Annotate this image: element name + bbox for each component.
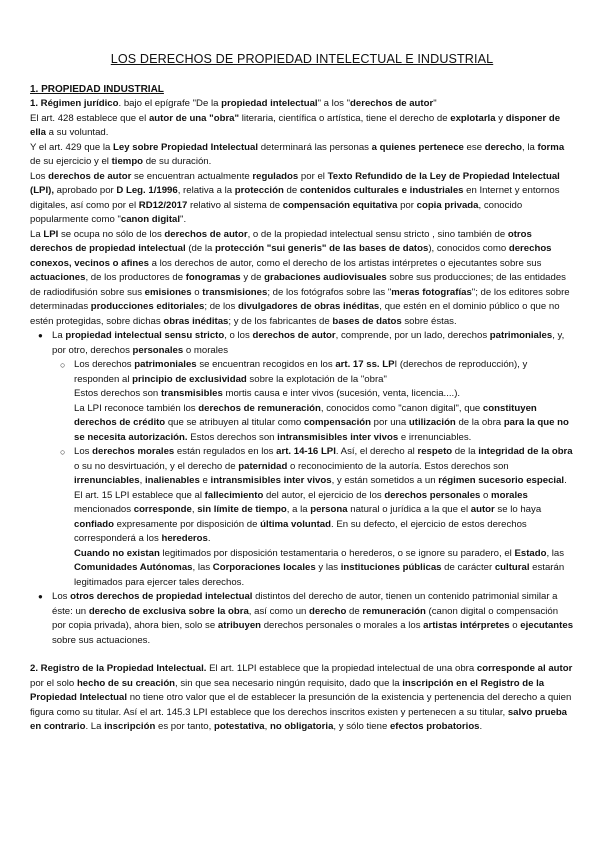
- text-run: legitimados por disposición testamentaria o herederos, o se ignore su paradero, el: [159, 547, 515, 559]
- text-run: de: [283, 185, 300, 196]
- bold-text-run: artistas intérpretes: [423, 620, 510, 631]
- bold-text-run: regulados: [252, 170, 299, 182]
- text-run: , a la: [286, 504, 311, 515]
- bold-text-run: explotarla: [450, 112, 496, 124]
- bold-text-run: derecho: [309, 605, 347, 617]
- bold-text-run: constituyen derechos de crédito: [74, 402, 537, 428]
- bold-text-run: 1. Régimen jurídico: [30, 98, 119, 109]
- text-run: están regulados en los: [174, 446, 277, 457]
- list-item-text: [52, 590, 574, 648]
- section-heading: 1. PROPIEDAD INDUSTRIAL: [30, 83, 164, 95]
- bold-text-run: confiado: [74, 518, 114, 530]
- list-item-text: [74, 489, 574, 547]
- bold-text-run: bases de datos: [332, 315, 402, 327]
- text-run: por el: [298, 170, 328, 182]
- text-run: y las: [315, 562, 341, 573]
- bold-text-run: persona: [310, 504, 348, 515]
- text-run: . Así, el derecho al: [335, 446, 418, 457]
- bold-text-run: forma: [537, 141, 565, 153]
- text-run: ,: [264, 721, 270, 732]
- text-run: e irrenunciables.: [398, 431, 472, 443]
- text-run: I (derechos de reproducción), y responden al: [74, 359, 528, 385]
- text-run: (de la: [185, 243, 216, 254]
- text-run: se lo haya: [494, 504, 542, 515]
- bold-text-run: propiedad intelectual: [221, 98, 318, 109]
- list-item-text: [74, 402, 574, 446]
- bold-text-run: actuaciones: [30, 272, 86, 283]
- text-run: , y están sometidos a un: [331, 475, 439, 486]
- text-run: de la: [452, 446, 479, 457]
- text-run: determinará las personas: [258, 141, 372, 153]
- bold-text-run: LPI: [43, 228, 59, 240]
- text-run: ".: [180, 214, 187, 225]
- bold-text-run: otros derechos de propiedad intelectual: [30, 228, 532, 254]
- text-run: expresamente por disposición de: [113, 518, 261, 530]
- sub-list: [52, 358, 574, 590]
- text-run: sobre la explotación de la "obra": [246, 373, 387, 385]
- bold-text-run: última voluntad: [260, 518, 331, 530]
- paragraph: [30, 141, 574, 170]
- text-run: de carácter: [441, 562, 495, 573]
- text-run: de la obra: [455, 417, 504, 428]
- text-run: en Internet y entornos digitales, así como por el: [30, 185, 560, 211]
- bold-text-run: transmisiones: [202, 286, 268, 298]
- text-run: por una: [371, 417, 409, 428]
- text-run: o: [191, 286, 203, 298]
- text-run: Los: [30, 170, 49, 182]
- text-run: distintos del derecho de autor, tienen un contenido patrimonial similar a éste: un: [52, 591, 558, 617]
- bold-text-run: intransmisibles inter vivos: [277, 431, 399, 443]
- bold-text-run: patrimoniales: [134, 359, 197, 370]
- text-run: , las: [546, 547, 565, 559]
- text-run: Y el art. 429 que la: [30, 141, 114, 153]
- bold-text-run: patrimoniales: [489, 330, 553, 341]
- bold-text-run: corresponde: [133, 504, 192, 515]
- bold-text-run: derechos de autor: [350, 98, 434, 109]
- bold-text-run: inscripción: [104, 721, 156, 732]
- paragraph: [30, 97, 574, 112]
- text-run: Estos derechos son: [187, 431, 278, 443]
- text-run: , las: [192, 562, 213, 573]
- text-run: y: [495, 112, 506, 124]
- text-run: " a los ": [317, 98, 351, 109]
- bold-text-run: copia privada: [416, 199, 479, 211]
- bold-text-run: a quienes pertenece: [371, 141, 464, 153]
- bold-text-run: Comunidades Autónomas: [74, 562, 193, 573]
- text-run: Los: [74, 446, 93, 457]
- text-run: mencionados: [74, 504, 134, 515]
- spacer: [30, 648, 574, 662]
- text-run: , así como un: [248, 605, 310, 617]
- bold-text-run: morales: [491, 489, 528, 501]
- list-item-text: [74, 387, 574, 402]
- bold-text-run: fallecimiento: [204, 489, 264, 501]
- bold-text-run: grabaciones audiovisuales: [264, 272, 387, 283]
- bold-text-run: protección: [234, 185, 284, 196]
- bold-text-run: personales: [132, 344, 184, 356]
- text-run: sobre sus producciones; de las entidades de radiodifusión sobre sus: [30, 272, 566, 298]
- list-item-text: [74, 547, 574, 591]
- text-run: y de: [240, 272, 265, 283]
- bold-text-run: disponer de ella: [30, 112, 561, 138]
- bold-text-run: Texto Refundido de la Ley de Propiedad Intelectual (LPI),: [30, 170, 560, 196]
- bold-text-run: atribuyen: [217, 620, 262, 631]
- text-run: sobre éstas.: [401, 315, 457, 327]
- text-run: relativo al sistema de: [187, 199, 283, 211]
- text-run: ; de los: [204, 301, 238, 312]
- bold-text-run: protección "sui generis" de las bases de datos: [215, 243, 429, 254]
- text-run: o reconocimiento de la autoría. Estos derechos son: [287, 460, 509, 472]
- bold-text-run: art. 17 ss. LP: [335, 359, 395, 370]
- bold-text-run: efectos probatorios: [389, 721, 480, 732]
- bold-text-run: compensación equitativa: [282, 199, 398, 211]
- text-run: por el solo: [30, 677, 77, 689]
- bold-text-run: Estado: [514, 547, 547, 559]
- text-run: , o los: [224, 330, 253, 341]
- bold-text-run: instituciones públicas: [340, 562, 442, 573]
- list-item-text: [74, 358, 574, 387]
- text-run: se encuentran actualmente: [131, 170, 253, 182]
- bold-text-run: tiempo: [111, 156, 144, 167]
- bold-text-run: irrenunciables: [74, 475, 140, 486]
- list-item: [52, 329, 574, 590]
- text-run: ; de los fotógrafos sobre las ": [267, 286, 392, 298]
- bold-text-run: herederos: [161, 533, 208, 544]
- bold-text-run: Corporaciones locales: [212, 562, 316, 573]
- text-run: ": [433, 98, 437, 109]
- bold-text-run: otros derechos de propiedad intelectual: [70, 591, 253, 602]
- bold-text-run: transmisibles: [160, 388, 223, 399]
- bold-text-run: derecho: [484, 141, 523, 153]
- bold-text-run: Cuando no existan: [74, 547, 160, 559]
- bold-text-run: no obligatoria: [269, 721, 334, 732]
- bold-text-run: obras inéditas: [163, 315, 229, 327]
- text-run: literaria, científica o artística, tiene el derecho de: [239, 112, 451, 124]
- bold-text-run: autor de una "obra": [148, 112, 240, 124]
- bold-text-run: contenidos culturales e industriales: [299, 185, 464, 196]
- text-run: o: [480, 489, 492, 501]
- text-run: , la: [522, 141, 538, 153]
- list-item-text: [74, 445, 574, 489]
- bold-text-run: inalienables: [144, 475, 200, 486]
- bold-text-run: régimen sucesorio especial: [438, 475, 565, 486]
- bold-text-run: Ley sobre Propiedad Intelectual: [113, 141, 259, 153]
- paragraph: [30, 228, 574, 330]
- text-run: (canon digital o compensación por copia privada), ahora bien, solo se: [52, 605, 559, 631]
- bold-text-run: autor: [470, 504, 495, 515]
- bold-text-run: derechos de autor: [252, 330, 336, 341]
- bold-text-run: derecho de exclusiva sobre la obra: [88, 605, 249, 617]
- text-run: del autor, el ejercicio de los: [263, 489, 385, 501]
- text-run: de: [346, 605, 363, 617]
- text-run: ), conocidos como: [428, 243, 509, 254]
- bold-text-run: paternidad: [238, 460, 288, 472]
- bold-text-run: integridad de la obra: [478, 446, 573, 457]
- text-run: .: [207, 533, 211, 544]
- text-run: ,: [139, 475, 145, 486]
- bold-text-run: utilización: [408, 417, 456, 428]
- bold-text-run: derechos de autor: [48, 170, 132, 182]
- text-run: sobre sus actuaciones.: [52, 634, 151, 646]
- text-run: derechos personales o morales a los: [261, 620, 424, 631]
- text-run: El art. 1LPI establece que la propiedad intelectual de una obra: [206, 663, 477, 674]
- text-run: La LPI reconoce también los: [74, 402, 199, 414]
- text-run: se encuentran recogidos en los: [196, 359, 336, 370]
- text-run: , que estén en el dominio público o que no estén protegidas, sobre dichas: [30, 301, 560, 327]
- text-run: , y, por otro, derechos: [52, 330, 565, 356]
- bold-text-run: emisiones: [144, 286, 192, 298]
- text-run: . En su defecto, el ejercicio de estos derechos corresponderá a los: [74, 518, 527, 544]
- bold-text-run: RD12/2017: [138, 199, 188, 211]
- text-run: Estos derechos son: [74, 388, 161, 399]
- document-title: LOS DERECHOS DE PROPIEDAD INTELECTUAL E INDUSTRIAL: [110, 52, 494, 66]
- text-run: o: [509, 620, 521, 631]
- text-run: Los: [52, 591, 71, 602]
- text-run: El art. 15 LPI establece que al: [74, 489, 205, 501]
- bold-text-run: salvo prueba en contrario: [30, 706, 568, 732]
- text-run: se ocupa no sólo de los: [58, 228, 165, 240]
- bold-text-run: derechos personales: [384, 489, 481, 501]
- bold-text-run: canon digital: [120, 214, 181, 225]
- bold-text-run: producciones editoriales: [90, 301, 205, 312]
- text-run: o su no desvirtuación, y el derecho de: [74, 460, 239, 472]
- bold-text-run: remuneración: [362, 605, 426, 617]
- text-run: Los derechos: [74, 359, 135, 370]
- bold-text-run: compensación: [303, 417, 372, 428]
- bold-text-run: 2. Registro de la Propiedad Intelectual.: [30, 663, 207, 674]
- text-run: . La: [85, 721, 105, 732]
- text-run: e: [199, 475, 211, 486]
- bold-text-run: derechos morales: [92, 446, 175, 457]
- text-run: .: [564, 475, 567, 486]
- bold-text-run: meras fotografías: [391, 286, 472, 298]
- bold-text-run: hecho de su creación: [76, 677, 176, 689]
- bold-text-run: cultural: [494, 562, 530, 573]
- bold-text-run: ejecutantes: [520, 620, 574, 631]
- sub-list-item: [74, 445, 574, 590]
- text-run: aprobado por: [53, 185, 117, 196]
- paragraph: [30, 170, 574, 228]
- bold-text-run: corresponde al autor: [476, 663, 573, 674]
- bold-text-run: derechos de autor: [164, 228, 248, 240]
- text-run: , sin que sea necesario ningún requisito, dado que la: [175, 677, 403, 689]
- bullet-list: [30, 329, 574, 648]
- list-item-text: [52, 329, 574, 358]
- text-run: , de los productores de: [85, 272, 186, 283]
- text-run: "; de los editores sobre determinadas: [30, 286, 570, 312]
- text-run: de su duración.: [143, 156, 212, 167]
- bold-text-run: intransmisibles inter vivos: [210, 475, 332, 486]
- bold-text-run: principio de exclusividad: [132, 373, 247, 385]
- bold-text-run: art. 14-16 LPI: [276, 446, 336, 457]
- text-run: es por tanto,: [155, 721, 214, 732]
- bold-text-run: sin límite de tiempo: [197, 504, 287, 515]
- bold-text-run: fonogramas: [185, 272, 241, 283]
- sub-list-item: [74, 358, 574, 445]
- text-run: , comprende, por un lado, derechos: [335, 330, 490, 341]
- bold-text-run: respeto: [417, 446, 453, 457]
- text-run: , y sólo tiene: [333, 721, 390, 732]
- bold-text-run: inscripción en el Registro de la Propiedad Intelectual: [30, 677, 545, 703]
- text-run: de su ejercicio y el: [30, 156, 112, 167]
- text-run: estarán legitimados para ejercer tales derechos.: [74, 562, 565, 588]
- text-run: . bajo el epígrafe "De la: [118, 98, 222, 109]
- text-run: no tiene otro valor que el de establecer la presunción de la existencia y pertenencia del derecho a quien figura como su titular. Así el art. 145.3 LPI establece que los derechos inscritos existen y pertenecen a su titular,: [30, 692, 572, 718]
- text-run: por: [397, 199, 417, 211]
- bold-text-run: potestativa: [213, 721, 265, 732]
- text-run: ,: [191, 504, 198, 515]
- text-run: a su voluntad.: [46, 127, 109, 138]
- bold-text-run: derechos de remuneración: [198, 402, 321, 414]
- bold-text-run: derechos conexos, vecinos o afines: [30, 243, 552, 269]
- bold-text-run: propiedad intelectual sensu stricto: [65, 330, 225, 341]
- text-run: , o de la propiedad intelectual sensu stricto , sino también de: [247, 228, 508, 240]
- text-run: , conocidos como "canon digital", que: [320, 402, 483, 414]
- paragraph: [30, 112, 574, 141]
- bold-text-run: D Leg. 1/1996: [116, 185, 178, 196]
- paragraph: [30, 662, 574, 735]
- text-run: a los derechos de autor, como el derecho de los artistas intérpretes o ejecutantes sobre sus: [148, 257, 542, 269]
- text-run: La: [52, 330, 66, 341]
- list-item: [52, 590, 574, 648]
- text-run: El art. 428 establece que el: [30, 112, 149, 124]
- text-run: o morales: [183, 344, 228, 356]
- text-run: natural o jurídica a la que el: [347, 504, 471, 515]
- text-run: , relativa a la: [177, 185, 235, 196]
- text-run: ; y de los fabricantes de: [228, 315, 333, 327]
- text-run: ese: [463, 141, 485, 153]
- text-run: La: [30, 228, 44, 240]
- text-run: que se atribuyen al titular como: [165, 417, 304, 428]
- bold-text-run: para la que no se necesita autorización.: [74, 417, 569, 443]
- text-run: .: [479, 721, 483, 732]
- text-run: , conocido popularmente como ": [30, 199, 523, 225]
- bold-text-run: divulgadores de obras inéditas: [237, 301, 380, 312]
- text-run: mortis causa e inter vivos (sucesión, venta, licencia....).: [222, 388, 461, 399]
